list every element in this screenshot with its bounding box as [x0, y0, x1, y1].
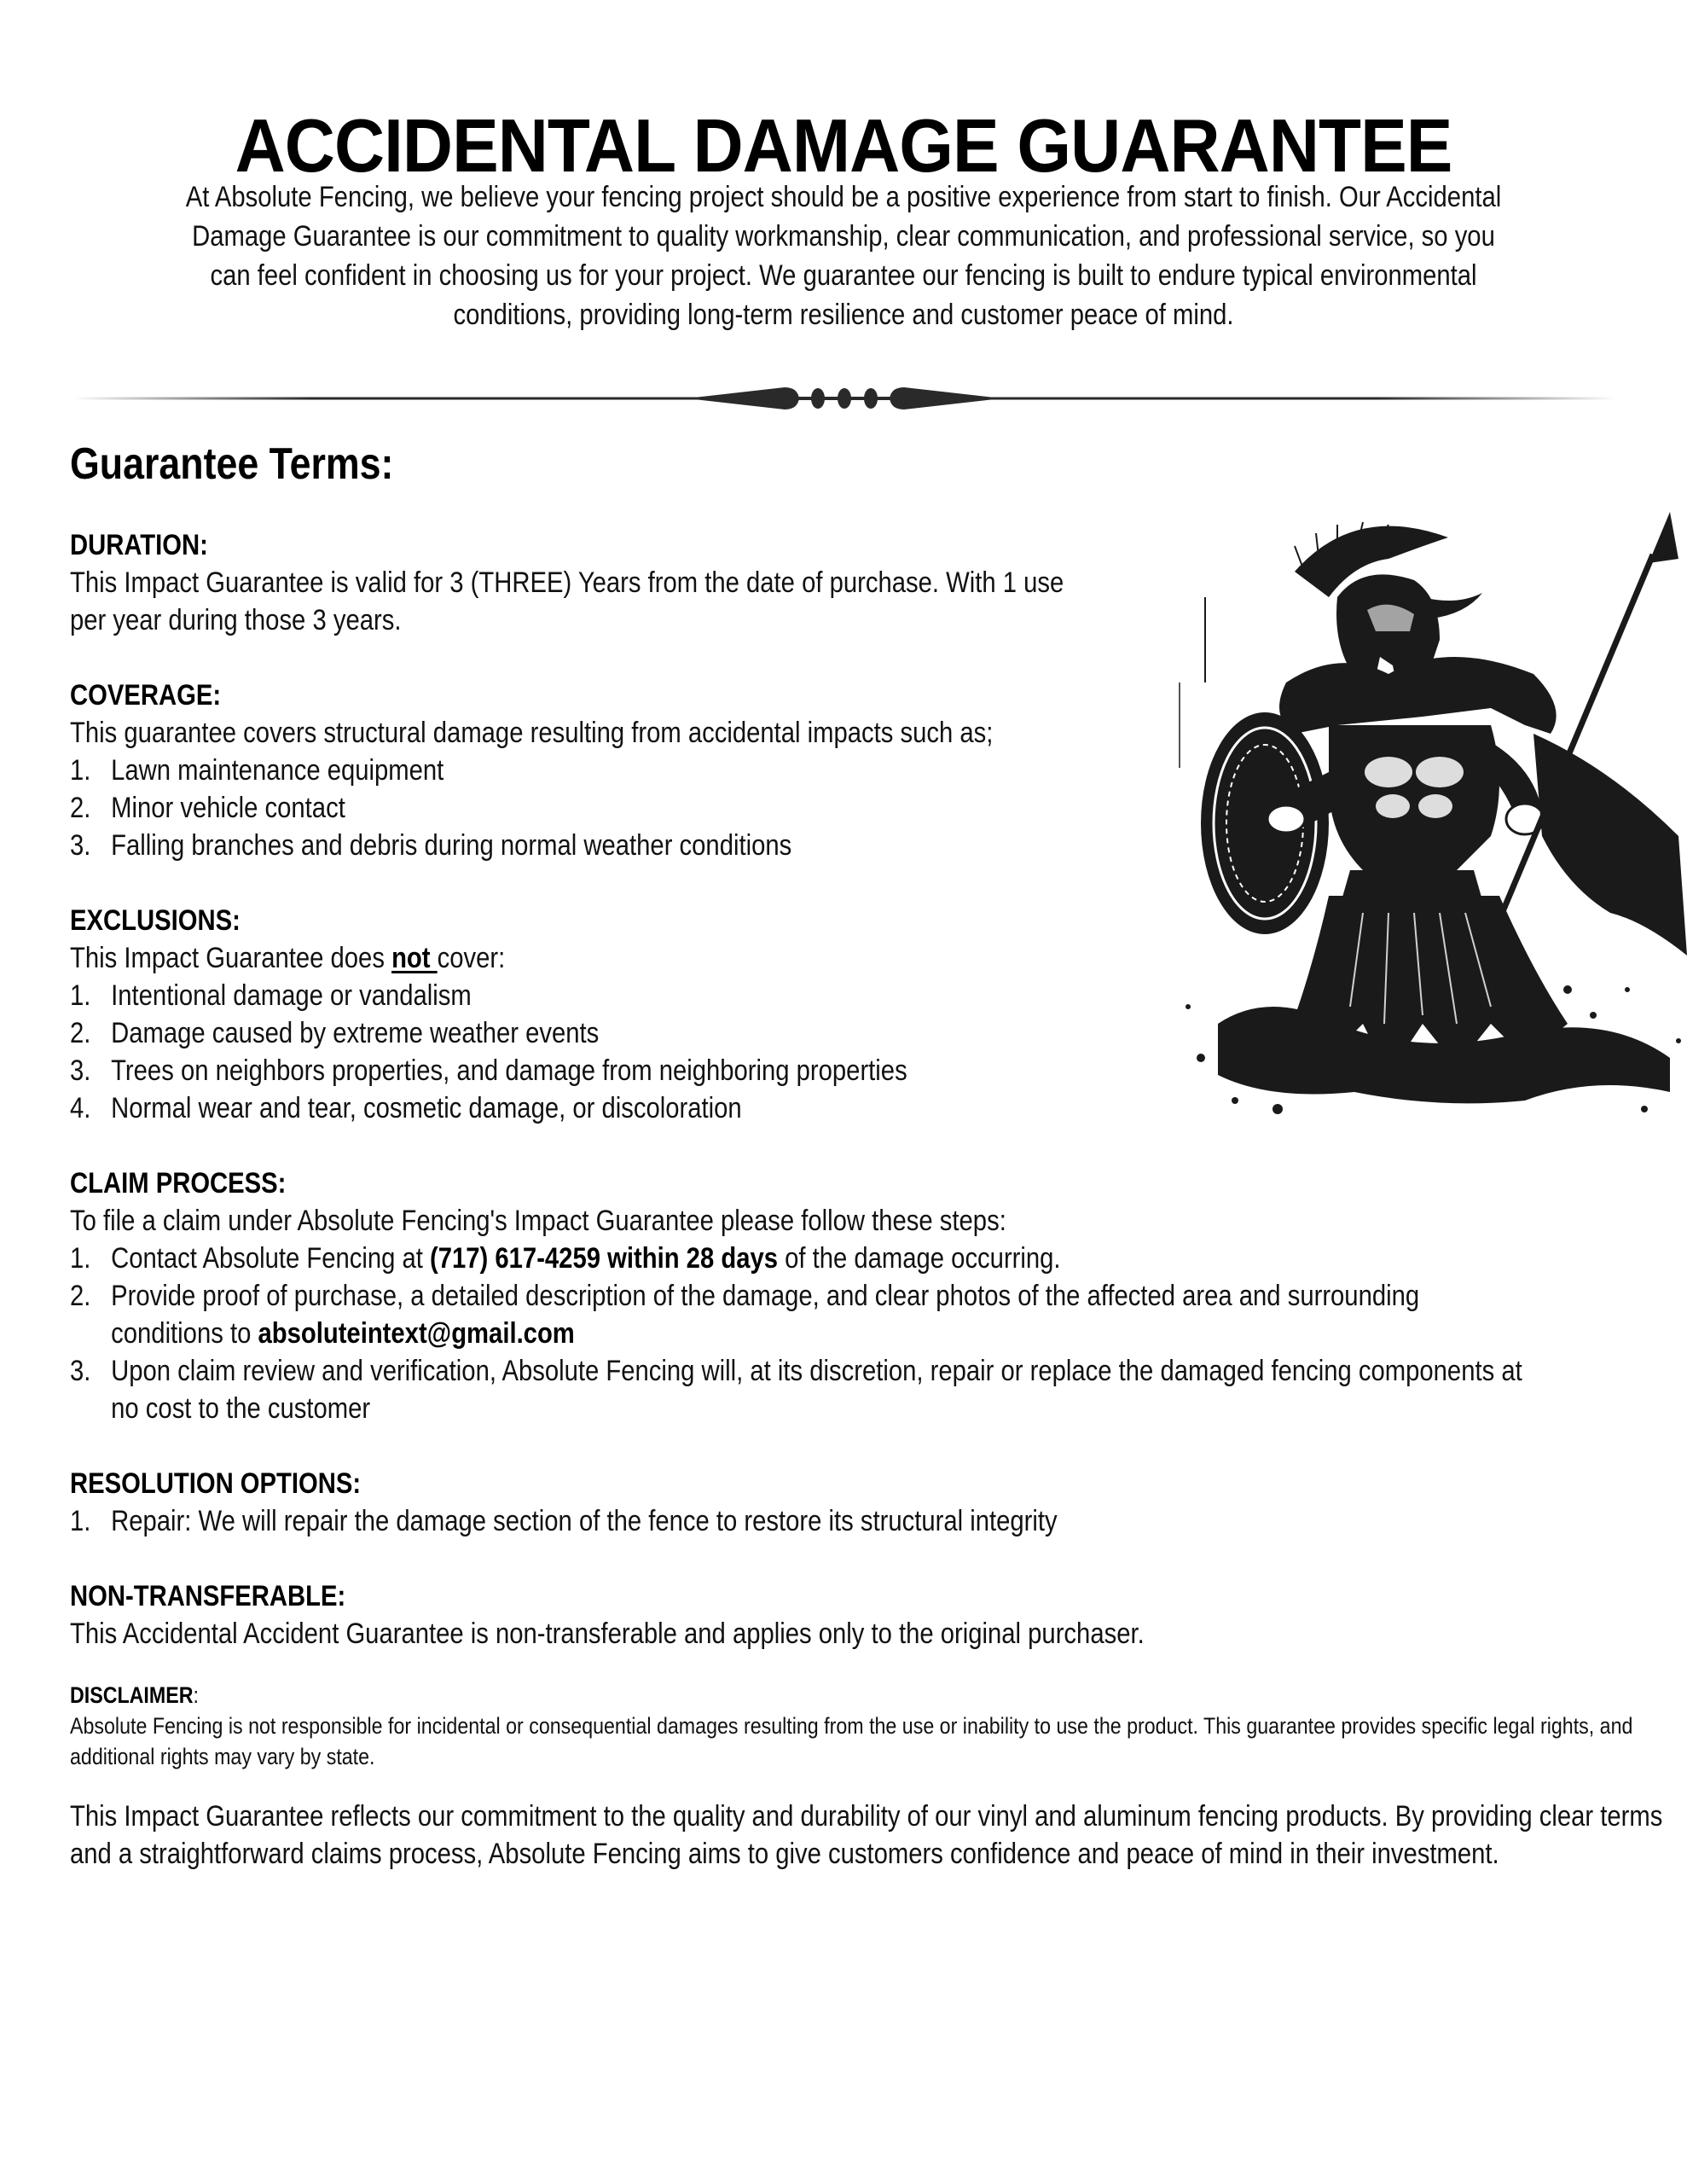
disclaimer-text: Absolute Fencing is not responsible for incidental or consequential damages resulting from the use or inability to use the product. This guarantee provides specific legal rights, and additional rights may vary by state. [70, 1713, 1633, 1769]
ornamental-divider-icon [72, 381, 1616, 415]
terms-heading: Guarantee Terms: [70, 439, 394, 489]
coverage-intro: This guarantee covers structural damage resulting from accidental impacts such as; [70, 717, 994, 749]
coverage-label: COVERAGE: [70, 679, 222, 712]
guarantee-terms-body [70, 431, 1663, 1873]
coverage-list [70, 752, 1610, 864]
email-link[interactable]: absoluteintext@gmail.com [258, 1317, 575, 1350]
exclusions-label: EXCLUSIONS: [70, 904, 241, 937]
claim-step-1: 1. Contact Absolute Fencing at (717) 617-4259 within 28 days of the damage occurring. [70, 1242, 1061, 1275]
phone-number[interactable]: (717) 617-4259 [430, 1242, 600, 1275]
duration-label: DURATION: [70, 529, 208, 561]
claim-step-2: 2. Provide proof of purchase, a detailed description of the damage, and clear photos of the affected area and surrounding conditions to absoluteintext@gmail.com [70, 1280, 1420, 1350]
exclusion-item: 3. Trees on neighbors properties, and damage from neighboring properties [70, 1054, 907, 1087]
duration-text-line-2: per year during those 3 years. [70, 604, 402, 636]
coverage-section [70, 677, 1610, 864]
intro-paragraph: At Absolute Fencing, we believe your fencing project should be a positive experience from start to finish. Our Accidental Damage Guarantee is our commitment to quality workmanship, clear communication, and professional service, so you can feel confident in choosing us for your project. We guarantee our fencing is built to endure typical environmental conditions, providing long-term resilience and customer peace of mind. [185, 181, 1502, 331]
claim-steps-list [70, 1240, 1610, 1427]
non-transferable-label: NON-TRANSFERABLE: [70, 1580, 346, 1612]
claim-deadline: within 28 days [600, 1242, 778, 1275]
claim-process-section [70, 1165, 1610, 1427]
disclaimer-section [70, 1680, 1633, 1772]
resolution-option-item: 1. Repair: We will repair the damage section of the fence to restore its structural integrity [70, 1505, 1058, 1537]
claim-step-3: 3. Upon claim review and verification, Absolute Fencing will, at its discretion, repair or replace the damaged fencing components at no cost to the customer [70, 1355, 1522, 1425]
resolution-options-list [70, 1502, 1610, 1540]
not-emphasis: not [391, 942, 438, 974]
exclusion-item: 4. Normal wear and tear, cosmetic damage, or discoloration [70, 1092, 742, 1124]
non-transferable-section [70, 1577, 1610, 1653]
exclusion-item: 1. Intentional damage or vandalism [70, 979, 472, 1012]
exclusions-section [70, 902, 1610, 1127]
closing-paragraph: This Impact Guarantee reflects our commitment to the quality and durability of our vinyl and aluminum fencing products. By providing clear terms and a straightforward claims process, Absolute Fencing aims to give customers confidence and peace of mind in their investment. [70, 1800, 1663, 1870]
claim-process-intro: To file a claim under Absolute Fencing's Impact Guarantee please follow these steps: [70, 1205, 1006, 1237]
document-title: ACCIDENTAL DAMAGE GUARANTEE [235, 102, 1452, 188]
coverage-item: 1. Lawn maintenance equipment [70, 754, 444, 787]
exclusion-item: 2. Damage caused by extreme weather events [70, 1017, 600, 1049]
coverage-item: 3. Falling branches and debris during normal weather conditions [70, 829, 792, 862]
resolution-options-label: RESOLUTION OPTIONS: [70, 1467, 362, 1500]
resolution-options-section [70, 1465, 1610, 1540]
disclaimer-label: DISCLAIMER: [70, 1682, 199, 1708]
coverage-item: 2. Minor vehicle contact [70, 792, 345, 824]
non-transferable-text: This Accidental Accident Guarantee is non-transferable and applies only to the original purchaser. [70, 1618, 1145, 1650]
claim-process-label: CLAIM PROCESS: [70, 1167, 287, 1199]
duration-text-line-1: This Impact Guarantee is valid for 3 (THREE) Years from the date of purchase. With 1 use [70, 566, 1064, 599]
exclusions-list [70, 977, 1610, 1127]
duration-section [70, 526, 1610, 639]
exclusions-intro: This Impact Guarantee does not cover: [70, 942, 506, 974]
